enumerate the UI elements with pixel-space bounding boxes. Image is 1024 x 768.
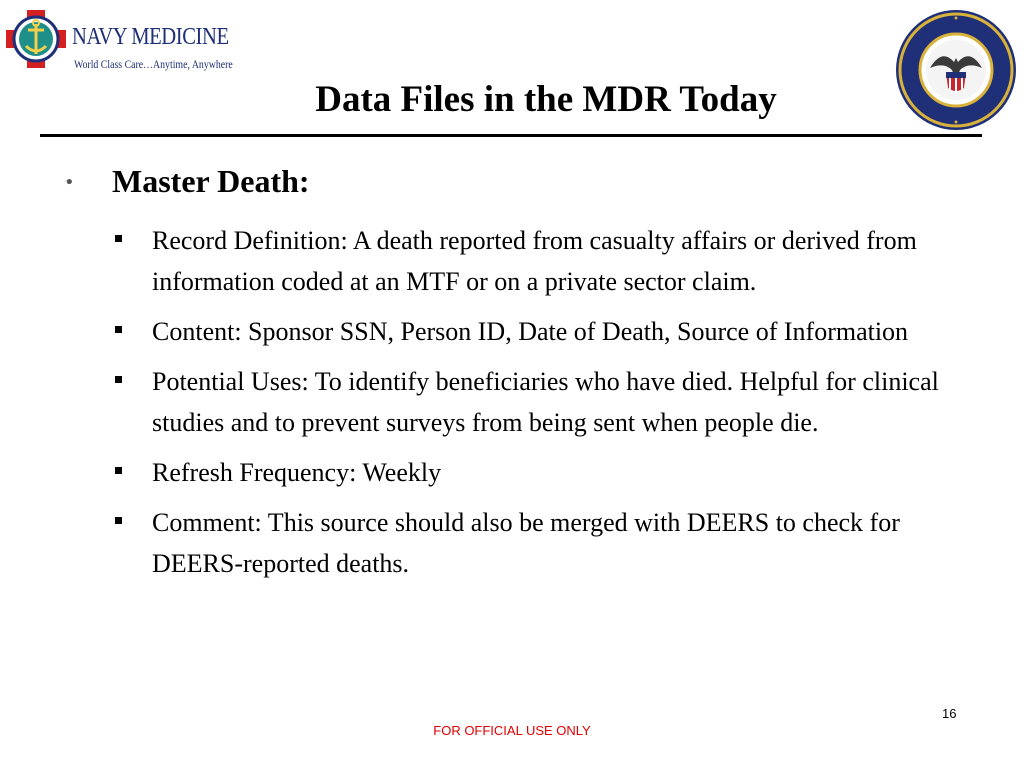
page-number: 16 [942, 706, 957, 721]
list-item [152, 311, 982, 352]
section-heading: Master Death: [112, 163, 310, 199]
list-item-text: Comment: This source should also be merged with DEERS to check for DEERS-reported deaths. [152, 508, 900, 578]
list-item-text: Potential Uses: To identify beneficiaries who have died. Helpful for clinical studies and to prevent surveys from being sent when people die. [152, 367, 939, 437]
slide-title: Data Files in the MDR Today [315, 79, 777, 120]
logo-title: NAVY MEDICINE [72, 24, 229, 50]
list-item [152, 502, 982, 584]
bullet-list [152, 220, 982, 593]
title-divider [40, 134, 982, 137]
list-item [152, 452, 982, 493]
list-item-text: Record Definition: A death reported from casualty affairs or derived from information coded at an MTF or on a private sector claim. [152, 226, 917, 296]
square-bullet-icon [115, 376, 122, 383]
square-bullet-icon [115, 517, 122, 524]
list-item [152, 220, 982, 302]
list-item-text: Content: Sponsor SSN, Person ID, Date of Death, Source of Information [152, 317, 909, 346]
logo-tagline: World Class Care…Anytime, Anywhere [74, 57, 233, 71]
list-item [152, 361, 982, 443]
classification-footer: FOR OFFICIAL USE ONLY [433, 723, 591, 738]
navy-medicine-logo [4, 8, 233, 71]
square-bullet-icon [115, 326, 122, 333]
square-bullet-icon [115, 467, 122, 474]
dot-bullet-icon: • [64, 172, 75, 193]
list-item-text: Refresh Frequency: Weekly [152, 458, 442, 487]
square-bullet-icon [115, 235, 122, 242]
